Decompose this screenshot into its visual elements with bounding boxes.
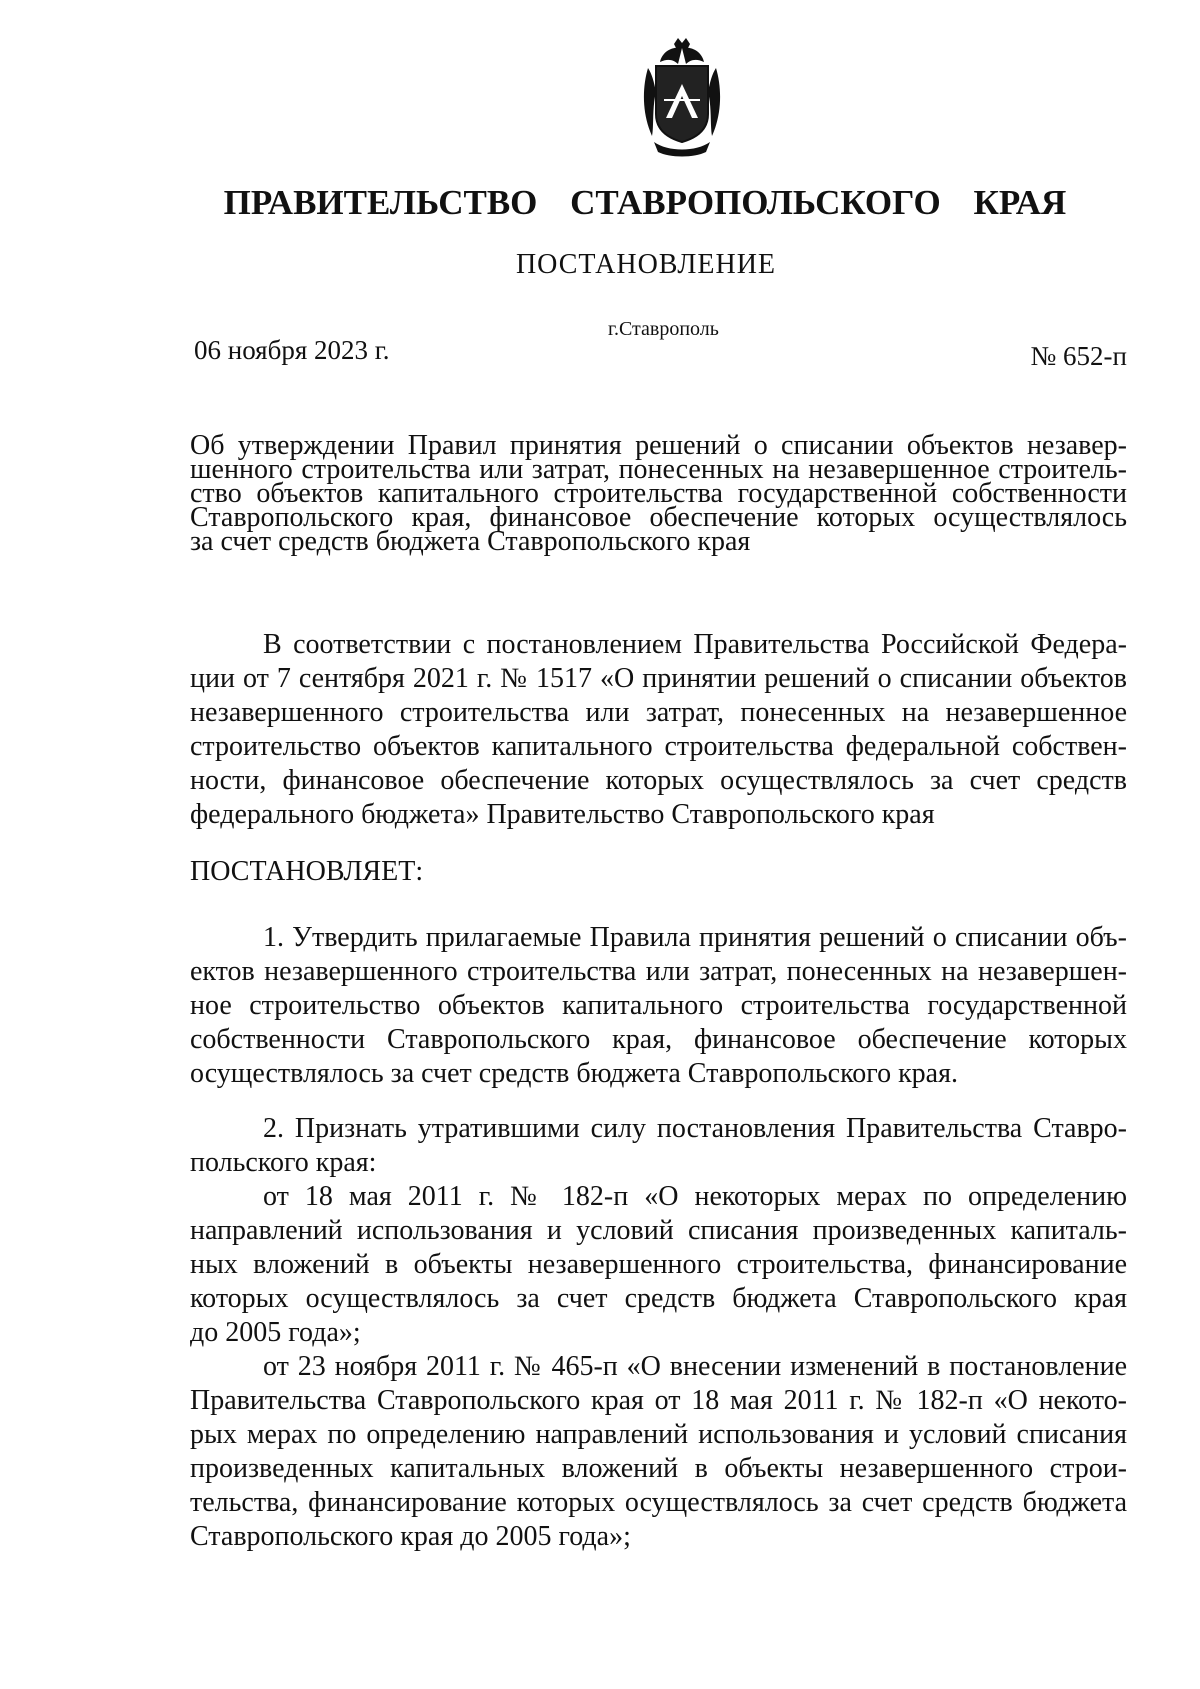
item-2b-line: тельства, финансирование которых осуществлялось за счет средств бюджета: [190, 1487, 1127, 1518]
item-1-line: осуществлялось за счет средств бюджета Ставропольского края.: [190, 1058, 958, 1089]
item-2b-line: Правительства Ставропольского края от 18 мая 2011 г. № 182-п «О некото-: [190, 1385, 1127, 1416]
title-line: за счет средств бюджета Ставропольского края: [190, 526, 751, 557]
item-2b-line: от 23 ноября 2011 г. № 465-п «О внесении изменений в постановление: [263, 1351, 1127, 1382]
document-date: 06 ноября 2023 г.: [194, 335, 390, 365]
document-type: ПОСТАНОВЛЕНИЕ: [515, 249, 777, 280]
item-1-paragraph: [190, 921, 1127, 1091]
resolves-text: ПОСТАНОВЛЯЕТ:: [190, 856, 424, 887]
item-2-line: 2. Признать утратившими силу постановления Правительства Ставро-: [263, 1113, 1127, 1144]
item-2-paragraph: [190, 1112, 1127, 1554]
item-1-line: собственности Ставропольского края, финансовое обеспечение которых: [190, 1024, 1127, 1055]
item-2b-line: Ставропольского края до 2005 года»;: [190, 1521, 631, 1552]
preamble-line: В соответствии с постановлением Правительства Российской Федера-: [263, 629, 1127, 660]
preamble-line: ности, финансовое обеспечение которых осуществлялось за счет средств: [190, 765, 1127, 796]
item-2a-line: до 2005 года»;: [190, 1317, 361, 1348]
preamble-line: ции от 7 сентября 2021 г. № 1517 «О принятии решений о списании объектов: [190, 663, 1127, 694]
resolution-title: [190, 430, 1127, 557]
item-1-line: ектов незавершенного строительства или затрат, понесенных на незавершен-: [190, 956, 1127, 987]
title-line: Об утверждении Правил принятия решений о списании объектов незавер-: [190, 430, 1127, 461]
item-2-line: польского края:: [190, 1147, 377, 1178]
item-2a-line: от 18 мая 2011 г. № 182-п «О некоторых мерах по определению: [263, 1181, 1127, 1212]
preamble-line: строительство объектов капитального строительства федеральной собствен-: [190, 731, 1127, 762]
item-2b-line: рых мерах по определению направлений использования и условий списания: [190, 1419, 1127, 1450]
item-1-line: 1. Утвердить прилагаемые Правила принятия решений о списании объ-: [263, 922, 1127, 953]
resolves-heading: [190, 855, 1127, 889]
preamble-line: незавершенного строительства или затрат, понесенных на незавершенное: [190, 697, 1127, 728]
item-1-line: ное строительство объектов капитального строительства государственной: [190, 990, 1127, 1021]
coat-of-arms-emblem: [634, 38, 730, 158]
item-2b-line: произведенных капитальных вложений в объекты незавершенного строи-: [190, 1453, 1127, 1484]
title-line: шенного строительства или затрат, понесенных на незавершенное строитель-: [190, 454, 1127, 485]
title-line: Ставропольского края, финансовое обеспечение которых осуществлялось: [190, 502, 1127, 533]
organization-title: ПРАВИТЕЛЬСТВО СТАВРОПОЛЬСКОГО КРАЯ: [223, 183, 1067, 222]
item-2a-line: которых осуществлялось за счет средств бюджета Ставропольского края: [190, 1283, 1127, 1314]
item-2a-line: ных вложений в объекты незавершенного строительства, финансирование: [190, 1249, 1127, 1280]
preamble-paragraph: [190, 628, 1127, 832]
document-city: г.Ставрополь: [608, 318, 719, 340]
preamble-line: федерального бюджета» Правительство Ставропольского края: [190, 799, 935, 830]
document-number: № 652-п: [1030, 341, 1127, 371]
item-2a-line: направлений использования и условий списания произведенных капиталь-: [190, 1215, 1127, 1246]
title-line: ство объектов капитального строительства государственной собственности: [190, 478, 1127, 509]
